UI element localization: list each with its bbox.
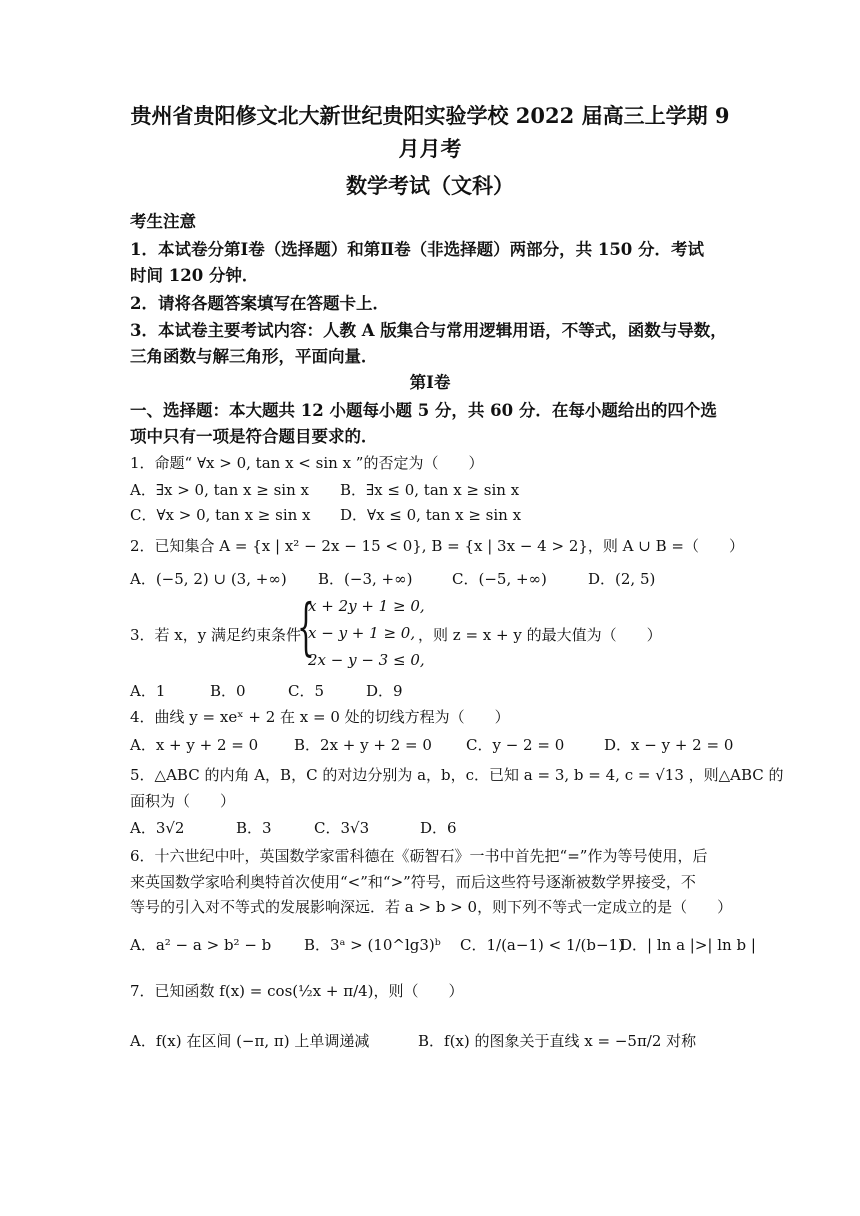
q3-stem-right: ，则 z = x + y 的最大值为（ ） xyxy=(418,626,662,644)
title-line-2: 月月考 xyxy=(398,136,462,161)
section-desc-a: 一、选择题：本大题共 12 小题每小题 5 分，共 60 分．在每小题给出的四个选 xyxy=(130,401,717,420)
q7-option-a: A．f(x) 在区间 (−π, π) 上单调递减 xyxy=(130,1032,370,1050)
q3-option-b: B．0 xyxy=(210,682,246,700)
notice-1a: 1．本试卷分第Ⅰ卷（选择题）和第Ⅱ卷（非选择题）两部分，共 150 分．考试 xyxy=(130,240,705,259)
q1-option-a: A．∃x > 0, tan x ≥ sin x xyxy=(130,481,309,499)
q2-stem: 2．已知集合 A = {x | x² − 2x − 15 < 0}, B = {x | 3x − 4 > 2}，则 A ∪ B =（ ） xyxy=(130,537,744,555)
q3-brace: { xyxy=(297,590,315,663)
q5-option-c: C．3√3 xyxy=(314,819,370,837)
q4-option-a: A．x + y + 2 = 0 xyxy=(130,736,259,754)
q3-stem-left: 3．若 x，y 满足约束条件 xyxy=(130,626,302,644)
q2-option-a: A．(−5, 2) ∪ (3, +∞) xyxy=(130,570,287,588)
q6-option-b: B．3ᵃ > (10^lg3)ᵇ xyxy=(304,936,441,954)
q4-option-c: C．y − 2 = 0 xyxy=(466,736,565,754)
notice-3b: 三角函数与解三角形，平面向量． xyxy=(130,347,378,366)
q3-option-c: C．5 xyxy=(288,682,325,700)
q6-stem-a: 6．十六世纪中叶，英国数学家雷科德在《砺智石》一书中首先把“=”作为等号使用，后 xyxy=(130,847,708,865)
q3-constraint-2: x − y + 1 ≥ 0, xyxy=(308,624,416,642)
q5-stem-a: 5．△ABC 的内角 A，B，C 的对边分别为 a，b，c．已知 a = 3, b = 4, c = √13 ，则△ABC 的 xyxy=(130,766,784,784)
q2-option-c: C．(−5, +∞) xyxy=(452,570,547,588)
q6-option-a: A．a² − a > b² − b xyxy=(130,936,272,954)
section-title: 第Ⅰ卷 xyxy=(409,373,451,392)
q4-option-b: B．2x + y + 2 = 0 xyxy=(294,736,432,754)
q4-option-d: D．x − y + 2 = 0 xyxy=(604,736,734,754)
q7-stem: 7．已知函数 f(x) = cos(½x + π/4)，则（ ） xyxy=(130,982,464,1000)
q2-option-b: B．(−3, +∞) xyxy=(318,570,413,588)
q3-constraint-1: x + 2y + 1 ≥ 0, xyxy=(308,597,425,615)
section-desc-b: 项中只有一项是符合题目要求的． xyxy=(130,427,378,446)
q6-stem-c: 等号的引入对不等式的发展影响深远．若 a > b > 0，则下列不等式一定成立的是（ ） xyxy=(130,898,733,916)
q1-option-c: C．∀x > 0, tan x ≥ sin x xyxy=(130,506,311,524)
title-line-3: 数学考试（文科） xyxy=(346,173,514,198)
title-line-1: 贵州省贵阳修文北大新世纪贵阳实验学校 2022 届高三上学期 9 xyxy=(130,103,730,128)
q2-option-d: D．(2, 5) xyxy=(588,570,656,588)
q5-option-b: B．3 xyxy=(236,819,272,837)
q1-option-d: D．∀x ≤ 0, tan x ≥ sin x xyxy=(340,506,522,524)
q4-stem: 4．曲线 y = xeˣ + 2 在 x = 0 处的切线方程为（ ） xyxy=(130,708,510,726)
notice-2: 2．请将各题答案填写在答题卡上． xyxy=(130,294,389,313)
q3-constraint-3: 2x − y − 3 ≤ 0, xyxy=(308,651,425,669)
notice-1b: 时间 120 分钟． xyxy=(130,266,259,285)
q6-stem-b: 来英国数学家哈利奥特首次使用“<”和“>”符号，而后这些符号逐渐被数学界接受，不 xyxy=(130,873,696,891)
q1-stem: 1．命题“ ∀x > 0, tan x < sin x ”的否定为（ ） xyxy=(130,454,484,472)
q5-option-a: A．3√2 xyxy=(130,819,185,837)
q3-option-d: D．9 xyxy=(366,682,403,700)
notice-3a: 3．本试卷主要考试内容：人教 A 版集合与常用逻辑用语，不等式，函数与导数， xyxy=(130,321,727,340)
q5-option-d: D．6 xyxy=(420,819,457,837)
q5-stem-b: 面积为（ ） xyxy=(130,792,236,810)
q6-option-d: D．| ln a |>| ln b | xyxy=(620,936,756,954)
q1-option-b: B．∃x ≤ 0, tan x ≥ sin x xyxy=(340,481,520,499)
notice-heading: 考生注意 xyxy=(130,212,196,231)
q7-option-b: B．f(x) 的图象关于直线 x = −5π/2 对称 xyxy=(418,1032,697,1050)
q3-option-a: A．1 xyxy=(130,682,166,700)
q6-option-c: C．1/(a−1) < 1/(b−1) xyxy=(460,936,624,954)
